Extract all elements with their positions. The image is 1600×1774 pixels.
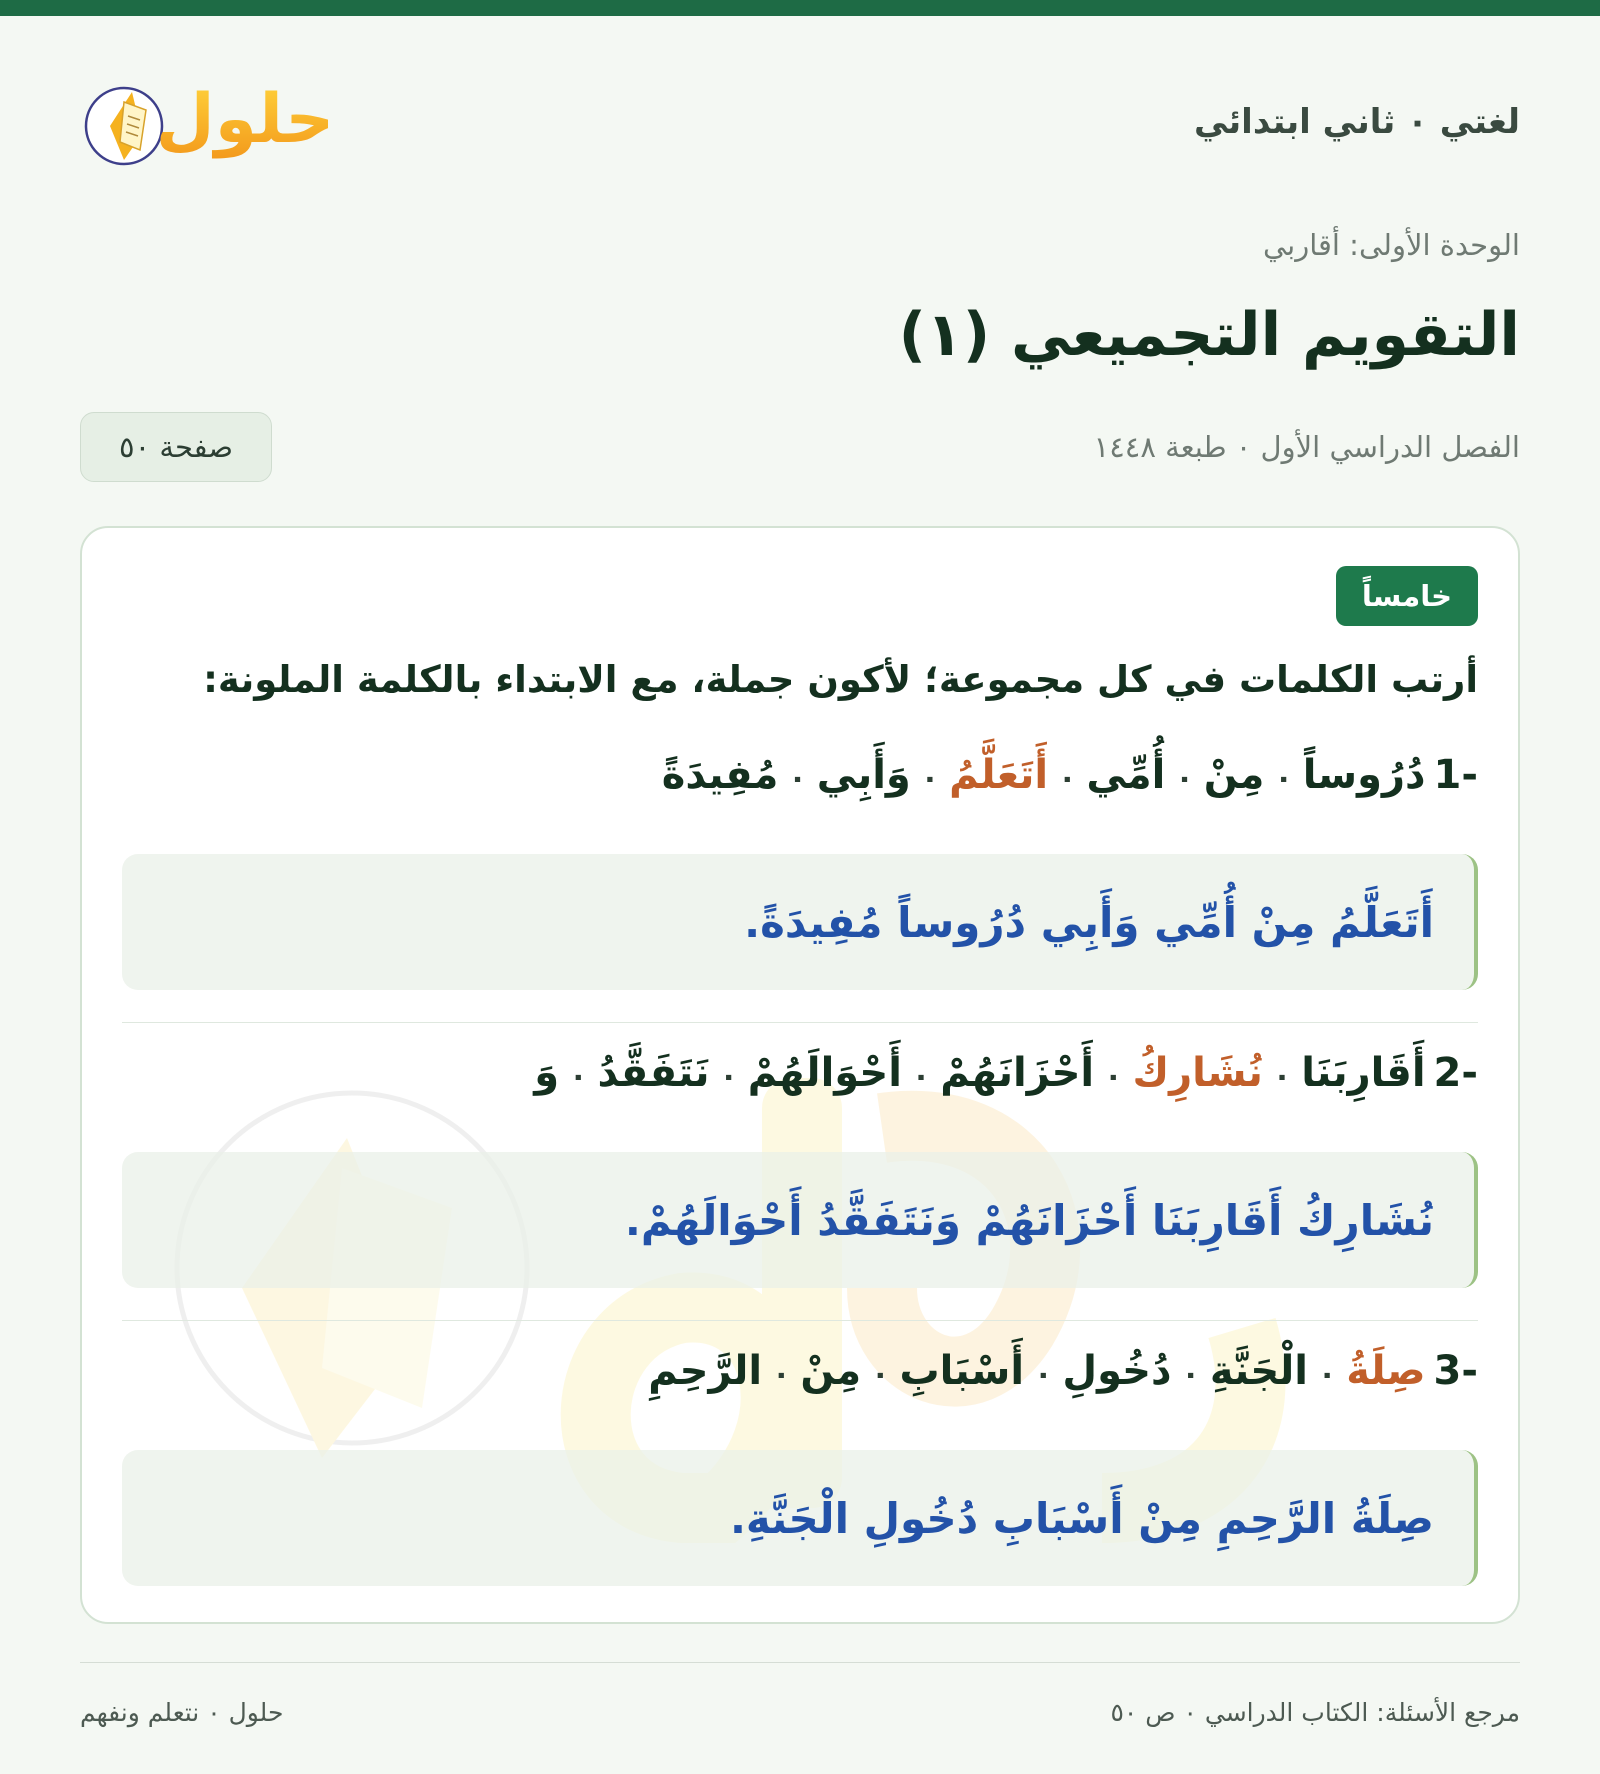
word-separator: ٠ bbox=[920, 761, 940, 796]
word: وَ bbox=[534, 1050, 560, 1096]
exercise-instruction: أرتب الكلمات في كل مجموعة؛ لأكون جملة، مع الابتداء بالكلمة الملونة: bbox=[203, 658, 1478, 701]
question-number: -3 bbox=[1433, 1348, 1478, 1394]
question-number: -2 bbox=[1433, 1050, 1478, 1096]
highlighted-word: صِلَةُ bbox=[1346, 1348, 1426, 1394]
answer-2: نُشَارِكُ أَقَارِبَنَا أَحْزَانَهُمْ وَنَتَفَقَّدُ أَحْوَالَهُمْ. bbox=[122, 1152, 1478, 1288]
question-2 bbox=[534, 1050, 1478, 1096]
question-3 bbox=[648, 1348, 1478, 1394]
word: دُرُوساً bbox=[1302, 752, 1426, 798]
answer-3: صِلَةُ الرَّحِمِ مِنْ أَسْبَابِ دُخُولِ الْجَنَّةِ. bbox=[122, 1450, 1478, 1586]
exercise-badge: خامساً bbox=[1336, 566, 1478, 626]
top-accent-bar bbox=[0, 0, 1600, 16]
word-separator: ٠ bbox=[1058, 761, 1077, 796]
word-separator: ٠ bbox=[719, 1059, 738, 1094]
word: الرَّحِمِ bbox=[648, 1348, 763, 1394]
word: الْجَنَّةِ bbox=[1209, 1348, 1308, 1394]
word: مِنْ bbox=[1203, 752, 1265, 798]
exercise-card bbox=[80, 526, 1520, 1624]
word-separator: ٠ bbox=[1034, 1357, 1053, 1392]
word: نَتَفَقَّدُ bbox=[597, 1050, 710, 1096]
word: أُمِّي bbox=[1086, 752, 1166, 798]
word-separator: ٠ bbox=[788, 761, 807, 796]
footer-reference: مرجع الأسئلة: الكتاب الدراسي ٠ ص ٥٠ bbox=[1110, 1698, 1520, 1727]
book-title: لغتي ٠ ثاني ابتدائي bbox=[1194, 102, 1520, 142]
word: مِنْ bbox=[800, 1348, 862, 1394]
word-separator: ٠ bbox=[569, 1059, 588, 1094]
header bbox=[80, 60, 1520, 190]
highlighted-word: أَتَعَلَّمُ bbox=[949, 752, 1049, 798]
page-title: التقويم التجميعي (١) bbox=[898, 300, 1520, 370]
divider bbox=[122, 1022, 1478, 1023]
answer-1: أَتَعَلَّمُ مِنْ أُمِّي وَأَبِي دُرُوساً مُفِيدَةً. bbox=[122, 854, 1478, 990]
word: أَحْوَالَهُمْ bbox=[747, 1050, 902, 1096]
word-separator: ٠ bbox=[1104, 1059, 1123, 1094]
word-separator: ٠ bbox=[1317, 1357, 1337, 1392]
highlighted-word: نُشَارِكُ bbox=[1132, 1050, 1263, 1096]
question-number: -1 bbox=[1433, 752, 1478, 798]
word: أَحْزَانَهُمْ bbox=[940, 1050, 1095, 1096]
word-separator: ٠ bbox=[1274, 761, 1293, 796]
unit-label: الوحدة الأولى: أقاربي bbox=[1262, 228, 1520, 262]
word-separator: ٠ bbox=[772, 1357, 791, 1392]
hulul-logo[interactable] bbox=[80, 64, 360, 184]
word: أَسْبَابِ bbox=[899, 1348, 1025, 1394]
term-edition: الفصل الدراسي الأول ٠ طبعة ١٤٤٨ bbox=[1093, 430, 1520, 464]
logo-wordmark: حلول bbox=[155, 80, 335, 159]
word-separator: ٠ bbox=[1272, 1059, 1292, 1094]
word: وَأَبِي bbox=[816, 752, 911, 798]
word: مُفِيدَةً bbox=[661, 752, 779, 798]
page-number-badge: صفحة ٥٠ bbox=[80, 412, 272, 482]
question-1 bbox=[662, 752, 1478, 798]
word-separator: ٠ bbox=[871, 1357, 890, 1392]
word-separator: ٠ bbox=[911, 1059, 931, 1094]
footer-divider bbox=[80, 1662, 1520, 1663]
word: أَقَارِبَنَا bbox=[1301, 1050, 1426, 1096]
word: دُخُولِ bbox=[1062, 1348, 1172, 1394]
word-separator: ٠ bbox=[1175, 761, 1194, 796]
word-separator: ٠ bbox=[1181, 1357, 1200, 1392]
divider bbox=[122, 1320, 1478, 1321]
footer-brand[interactable]: حلول ٠ نتعلم ونفهم bbox=[80, 1698, 284, 1727]
